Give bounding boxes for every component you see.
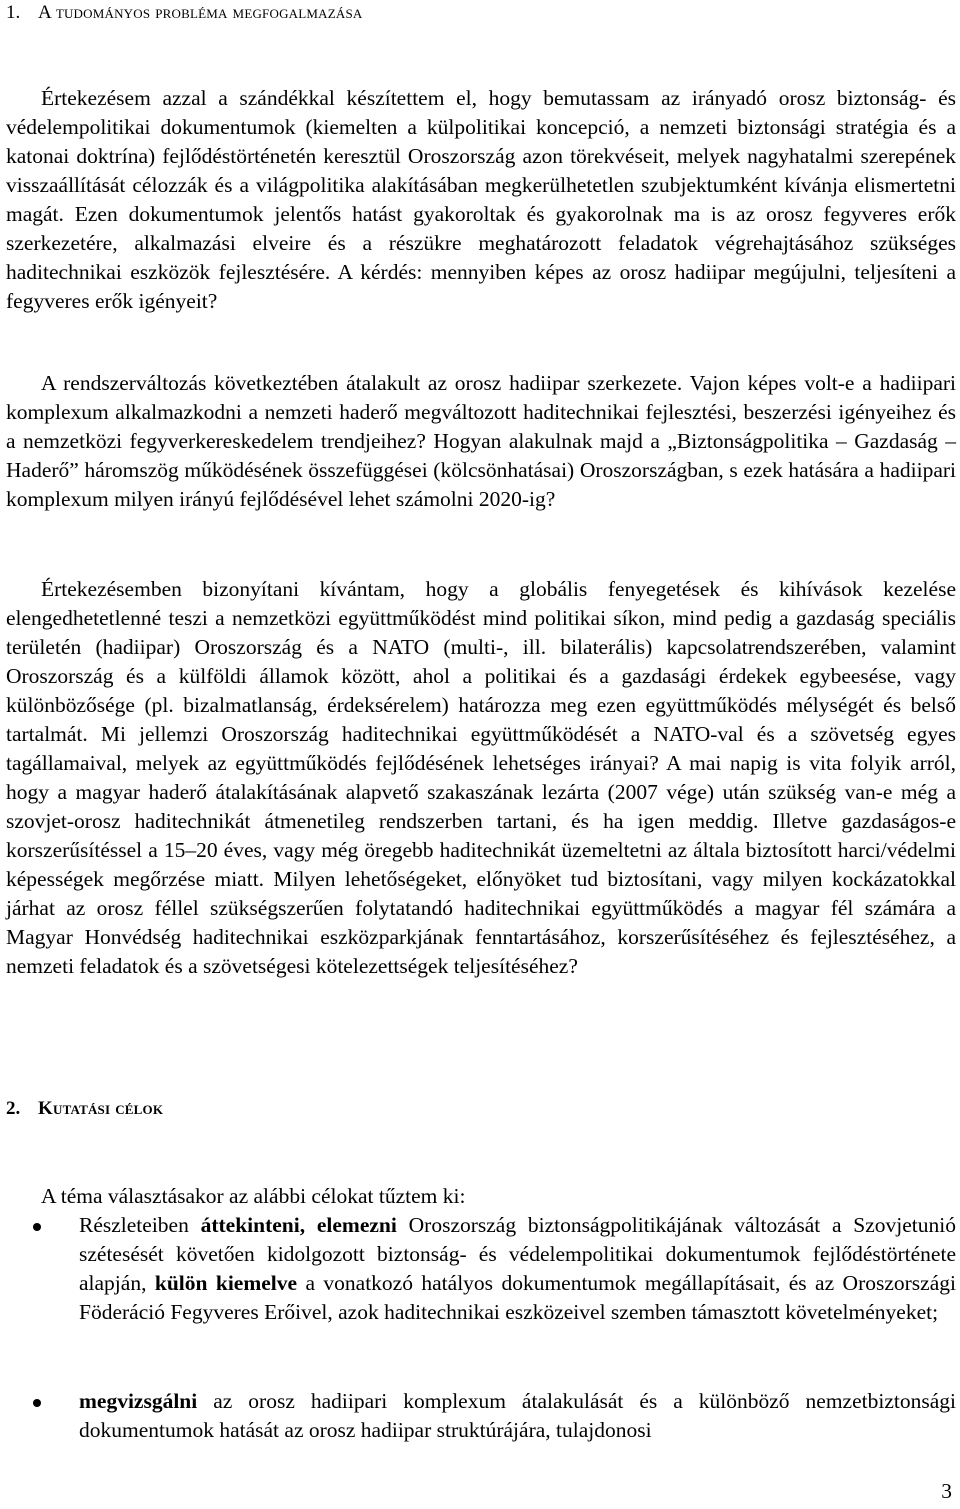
paragraph-2: A rendszerváltozás következtében átalakult az orosz hadiipar szerkezete. Vajon képes volt-e a hadiipari komplexum alkalmazkodni a nemzeti haderő megváltozott haditechnikai fejlesztési, beszerzési igényeihez és a nemzetközi fegyverkereskedelem trendjeihez? Hogyan alakulnak majd a „Biztonságpolitika – Gazdaság – Haderő” háromszög működésének összefüggései (kölcsönhatásai) Oroszországban, s ezek hatására a hadiipari komplexum milyen irányú fejlődésével lehet számolni 2020-ig?	[6, 371, 956, 511]
list-item-text: Részleteiben áttekinteni, elemezni Oroszország biztonságpolitikájának változását a Szovjetunió szétesését követően kidolgozott biztonság- és védelempolitikai dokumentumok fejlődéstörténete alapján, külön kiemelve a vonatkozó hatályos dokumentumok megállapításait, és az Oroszországi Föderáció Fegyveres Erőivel, azok haditechnikai eszközeivel szemben támasztott követelményeket;	[79, 1213, 956, 1324]
page-number: 3	[941, 1479, 952, 1503]
section-number: 1.	[6, 2, 21, 23]
list-item-text: megvizsgálni az orosz hadiipari komplexum átalakulását és a különböző nemzetbiztonsági dokumentumok hatását az orosz hadiipar struktúrájára, tulajdonosi	[79, 1389, 956, 1442]
paragraph-3: Értekezésemben bizonyítani kívántam, hogy a globális fenyegetések és kihívások kezelése elengedhetetlenné teszi a nemzetközi együttműködést mind politikai síkon, mind pedig a gazdaság speciális területén (hadiipar) Oroszország és a NATO (multi-, ill. bilaterális) kapcsolatrendszerében, valamint Oroszország és a külföldi államok között, ahol a politikai és a gazdasági érdekek egybeesése, vagy különbözősége (pl. bizalmatlanság, érdeksérelem) határozza meg ezen együttműködés mélységét és belső tartalmát. Mi jellemzi Oroszország haditechnikai együttműködését a NATO-val és a szövetség egyes tagállamaival, melyek az együttműködés fejlődésének lehetséges irányai? A mai napig is vita folyik arról, hogy a magyar haderő átalakításának alapvető szakaszának lezárta (2007 vége) után szükség van-e még a szovjet-orosz haditechnikát átmenetileg rendszerben tartani, és ha igen meddig. Illetve gazdaságos-e korszerűsítéssel a 15–20 éves, vagy még öregebb haditechnikát üzemeltetni az általa biztosított harci/védelmi képességek megőrzése miatt. Milyen lehetőségeket, előnyöket tud biztosítani, vagy milyen kockázatokkal járhat az orosz féllel szükségszerűen folytatandó haditechnikai együttműködés a magyar fél számára a Magyar Honvédség haditechnikai eszközparkjának fenntartásához, korszerűsítéséhez és fejlesztéséhez, a nemzeti feladatok és a szövetségesi kötelezettségek teljesítéséhez?	[6, 577, 956, 978]
section-heading-2	[6, 1096, 163, 1122]
section-heading-1	[6, 0, 362, 26]
bullet-icon	[33, 1399, 41, 1407]
section-number: 2.	[6, 1098, 21, 1119]
section-title: Kutatási célok	[38, 1098, 164, 1119]
list-item	[6, 1387, 956, 1445]
bullet-icon	[33, 1223, 41, 1231]
section-title: A tudományos probléma megfogalmazása	[38, 2, 363, 23]
goals-intro: A téma választásakor az alábbi célokat tűztem ki:	[41, 1184, 466, 1208]
list-item	[6, 1211, 956, 1327]
paragraph-1: Értekezésem azzal a szándékkal készítettem el, hogy bemutassam az irányadó orosz biztonság- és védelempolitikai dokumentumok (kiemelten a külpolitikai koncepció, a nemzeti biztonsági stratégia és a katonai doktrína) fejlődéstörténetén keresztül Oroszország azon törekvéseit, melyek nagyhatalmi szerepének visszaállítását célozzák és a világpolitika alakításában megkerülhetetlen szubjektumként kívánja elismertetni magát. Ezen dokumentumok jelentős hatást gyakoroltak és gyakorolnak ma is az orosz fegyveres erők szerkezetére, alkalmazási elveire és a részükre meghatározott feladatok végrehajtásához szükséges haditechnikai eszközök fejlesztésére. A kérdés: mennyiben képes az orosz hadiipar megújulni, teljesíteni a fegyveres erők igényeit?	[6, 86, 956, 313]
